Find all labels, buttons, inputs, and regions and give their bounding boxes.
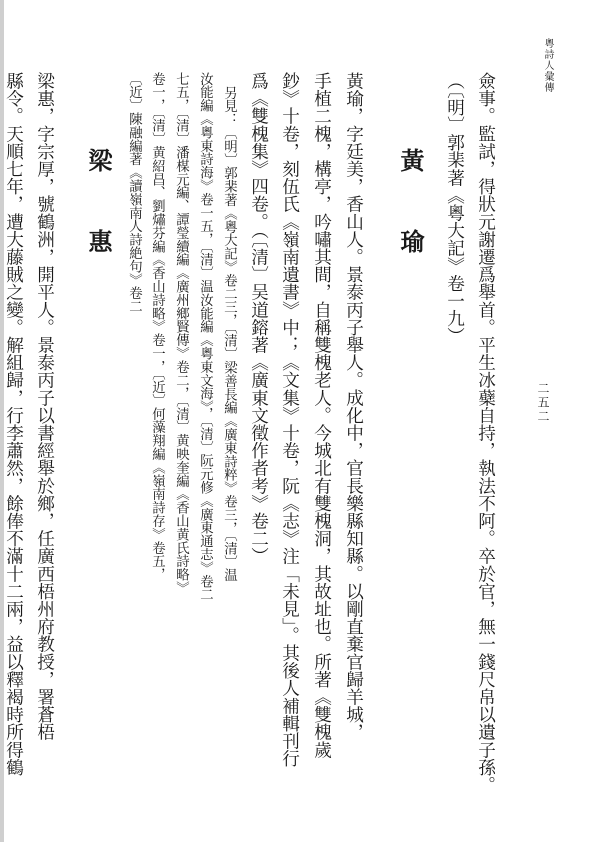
intro-line: 僉事。監試，得狀元謝遷爲舉首。平生冰蘗自持，執法不阿。卒於官，無一錢尺帛以遺子孫。: [475, 72, 496, 794]
body-line: 梁惠，字宗厚，號鶴洲，開平人。景泰丙子以書經舉於鄉，任廣西梧州府教授，署蒼梧: [34, 72, 55, 741]
body-line: 手植二槐，構亭，吟嘯其間，自稱雙槐老人。今城北有雙槐洞，其故址也。所著《雙槐歲: [311, 72, 332, 759]
note-line: 卷一，〔清〕黄紹昌、劉熽芬編《香山詩略》卷一，〔近〕何藻翔編《嶺南詩存》卷五，: [149, 72, 165, 582]
body-line: 黃瑜，字廷美，香山人。景泰丙子舉人。成化中，官長樂縣知縣。以剛直棄官歸羊城，: [343, 72, 364, 741]
intro-source-line: （〔明〕郭棐著《粵大記》卷一九）: [444, 72, 465, 345]
body-line: 爲《雙槐集》四卷。（〔清〕吴道鎔著《廣東文徵作者考》卷二）: [248, 72, 269, 565]
note-line: 汝能編《粵東詩海》卷一五，〔清〕温汝能編《粵東文海》，〔清〕阮元修《廣東通志》卷二: [197, 72, 213, 602]
running-header: 粵詩人彙傳: [542, 38, 553, 93]
note-line: 另見：〔明〕郭棐著《粵大記》卷二三，〔清〕梁善長編《廣東詩粹》卷三，〔清〕温: [221, 86, 237, 582]
section-heading-huang-yu: 黃 瑜: [396, 148, 425, 267]
note-line: 七五，〔清〕潘楳元編、譚瑩續編《廣州鄉賢傳》卷二，〔清〕黄映奎編《香山黄氏詩略》: [173, 72, 189, 595]
body-line: 鈔》十卷，刻伍氏《嶺南遺書》中；《文集》十卷，阮《志》注「未見」。其後人補輯刊行: [279, 72, 300, 768]
body-line: 縣令。天順七年，遭大藤賊之變。解組歸，行李蕭然，餘俸不滿十二兩，益以釋褐時所得鶴: [3, 72, 24, 776]
section-heading-liang-hui: 梁 惠: [84, 148, 113, 267]
note-line: 〔近〕陳融編著《讀嶺南人詩絶句》卷二: [126, 72, 142, 314]
page-number: 二五二: [536, 382, 550, 424]
